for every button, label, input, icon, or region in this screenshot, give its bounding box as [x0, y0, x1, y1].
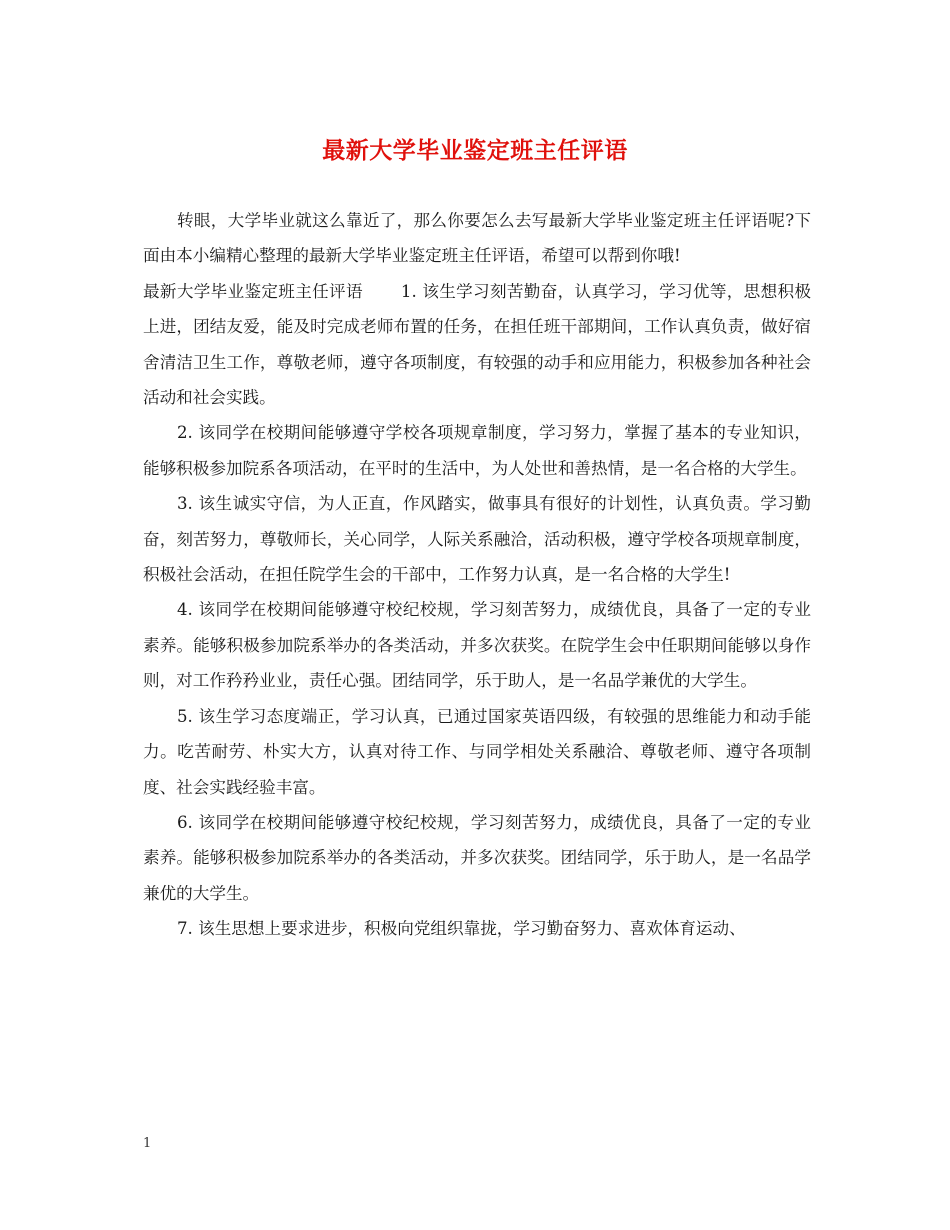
entry-6-paragraph: 6. 该同学在校期间能够遵守校纪校规，学习刻苦努力，成绩优良，具备了一定的专业素养。能够积极参加院系举办的各类活动，并多次获奖。团结同学，乐于助人，是一名品学兼优的大学生。	[143, 812, 811, 903]
intro-paragraph: 转眼，大学毕业就这么靠近了，那么你要怎么去写最新大学毕业鉴定班主任评语呢?下面由本小编精心整理的最新大学毕业鉴定班主任评语，希望可以帮到你哦!	[143, 211, 811, 266]
entry-1-text: 1. 该生学习刻苦勤奋，认真学习，学习优等，思想积极上进，团结友爱，能及时完成老师布置的任务，在担任班干部期间，工作认真负责，做好宿舍清洁卫生工作，尊敬老师，遵守各项制度，有较强的动手和应用能力，积极参加各种社会活动和社会实践。	[143, 281, 812, 408]
page-number: 1	[143, 1136, 152, 1151]
entry-7-paragraph: 7. 该生思想上要求进步，积极向党组织靠拢，学习勤奋努力、喜欢体育运动、	[177, 919, 746, 939]
entry-4-paragraph: 4. 该同学在校期间能够遵守校纪校规，学习刻苦努力，成绩优良，具备了一定的专业素养。能够积极参加院系举办的各类活动，并多次获奖。在院学生会中任职期间能够以身作则，对工作矜矜业业，责任心强。团结同学，乐于助人，是一名品学兼优的大学生。	[143, 600, 811, 691]
first-entry-paragraph	[143, 274, 811, 416]
entry-5-paragraph: 5. 该生学习态度端正，学习认真，已通过国家英语四级，有较强的思维能力和动手能力。吃苦耐劳、朴实大方，认真对待工作、与同学相处关系融洽、尊敬老师、遵守各项制度、社会实践经验丰富。	[143, 706, 811, 797]
document-body	[143, 203, 811, 947]
entry-3-paragraph: 3. 该生诚实守信，为人正直，作风踏实，做事具有很好的计划性，认真负责。学习勤奋，刻苦努力，尊敬师长，关心同学，人际关系融洽，活动积极，遵守学校各项规章制度，积极社会活动，在担任院学生会的干部中，工作努力认真，是一名合格的大学生!	[143, 494, 811, 585]
entry-2-paragraph: 2. 该同学在校期间能够遵守学校各项规章制度，学习努力，掌握了基本的专业知识，能够积极参加院系各项活动，在平时的生活中，为人处世和善热情，是一名合格的大学生。	[143, 423, 811, 478]
section-heading: 最新大学毕业鉴定班主任评语	[143, 281, 363, 301]
document-title: 最新大学毕业鉴定班主任评语	[322, 137, 628, 164]
